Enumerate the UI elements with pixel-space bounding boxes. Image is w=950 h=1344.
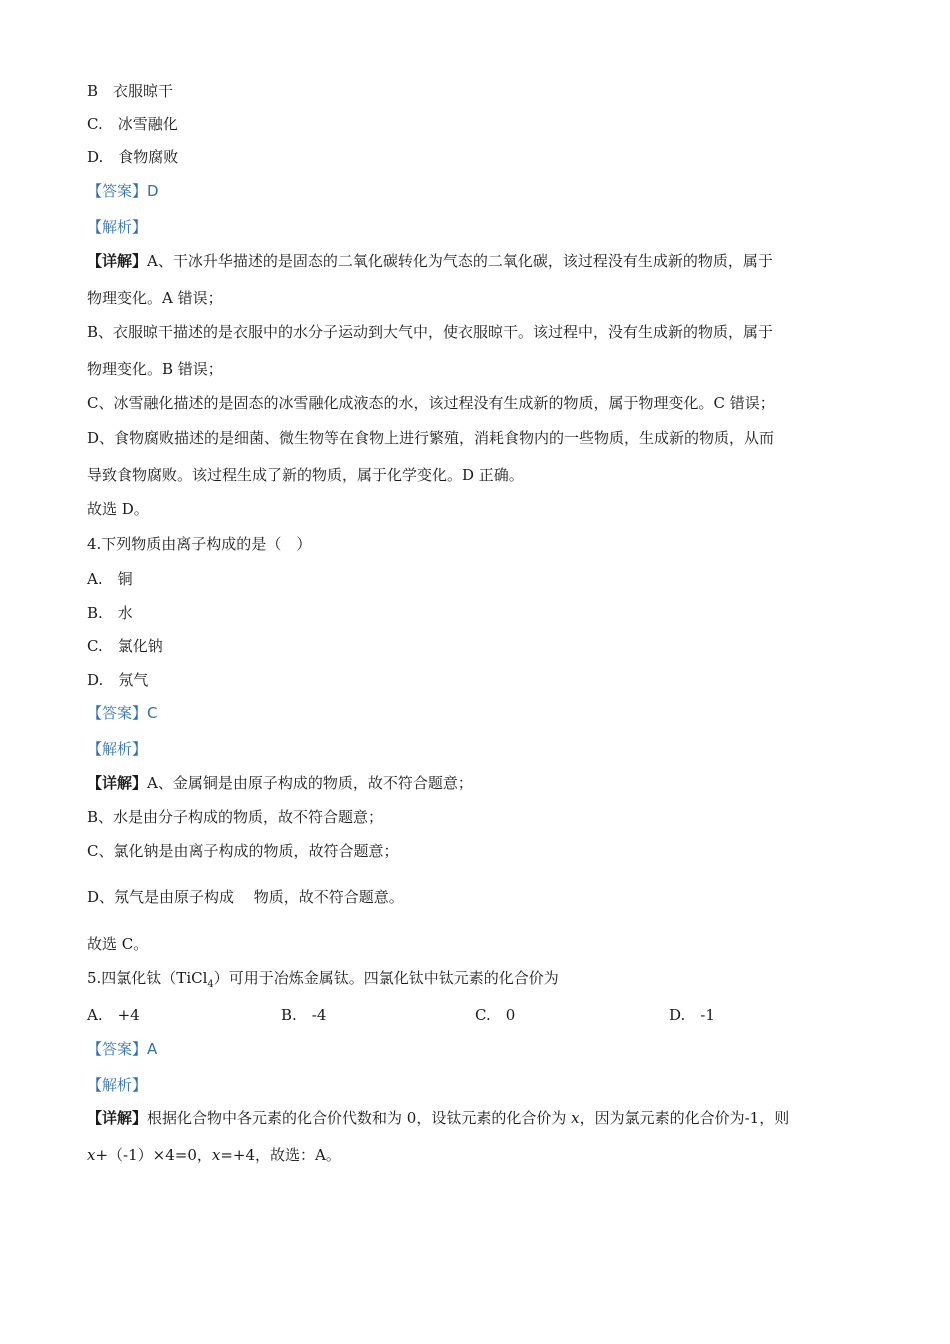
q4-detail-2: B、水是由分子构成的物质，故不符合题意； — [87, 808, 384, 826]
answer-label: 【答案】 — [87, 182, 148, 200]
q3-option-c: C. 冰雪融化 — [87, 115, 178, 133]
q4-stem: 4.下列物质由离子构成的是（ ） — [87, 535, 312, 553]
q4-detail-1: 【详解】A、金属铜是由原子构成的物质，故不符合题意； — [87, 774, 473, 792]
q3-detail-4: D、食物腐败描述的是细菌、微生物等在食物上进行繁殖，消耗食物内的一些物质，生成新的物质，从而 — [87, 429, 775, 447]
q3-conclusion: 故选 D。 — [87, 500, 149, 518]
q3-detail-1b: 物理变化。A 错误； — [87, 289, 223, 307]
q4-detail-3: C、氯化钠是由离子构成的物质，故符合题意； — [87, 842, 399, 860]
q3-option-b: B 衣服晾干 — [87, 82, 174, 100]
q4-detail-4: D、氖气是由原子构成 物质，故不符合题意。 — [87, 888, 404, 906]
q4-analysis-label: 【解析】 — [87, 740, 148, 758]
q5-detail-2: x+（-1）×4=0，x=+4，故选：A。 — [87, 1146, 341, 1164]
q3-option-d: D. 食物腐败 — [87, 148, 179, 166]
q4-option-a: A. 铜 — [87, 570, 133, 588]
q5-answer: 【答案】A — [87, 1040, 158, 1058]
q3-detail-2: B、衣服晾干描述的是衣服中的水分子运动到大气中，使衣服晾干。该过程中，没有生成新的物质，属于 — [87, 323, 774, 341]
q5-option-c: C. 0 — [475, 1006, 516, 1024]
q5-detail-1: 【详解】根据化合物中各元素的化合价代数和为 0，设钛元素的化合价为 x，因为氯元素的化合价为-1，则 — [87, 1109, 790, 1127]
q5-option-a: A. +4 — [87, 1006, 140, 1024]
q5-stem: 5.四氯化钛（TiCl$_4$）可用于冶炼金属钛。四氯化钛中钛元素的化合价为 — [87, 969, 559, 990]
q3-analysis-label: 【解析】 — [87, 218, 148, 236]
q3-detail-1: 【详解】A、干冰升华描述的是固态的二氧化碳转化为气态的二氧化碳，该过程没有生成新的物质，属于 — [87, 252, 773, 270]
q4-option-d: D. 氖气 — [87, 671, 149, 689]
q3-answer — [87, 181, 159, 201]
q4-option-c: C. 氯化钠 — [87, 637, 163, 655]
q4-answer: 【答案】C — [87, 704, 158, 722]
q4-option-b: B. 水 — [87, 604, 133, 622]
q4-conclusion: 故选 C。 — [87, 935, 149, 953]
detail-label: 【详解】 — [87, 252, 148, 270]
answer-value: D — [147, 182, 159, 200]
q5-analysis-label: 【解析】 — [87, 1076, 148, 1094]
q3-detail-2b: 物理变化。B 错误； — [87, 360, 223, 378]
q3-detail-3: C、冰雪融化描述的是固态的冰雪融化成液态的水，该过程没有生成新的物质，属于物理变化。C 错误； — [87, 394, 775, 412]
q5-option-d: D. -1 — [669, 1006, 715, 1024]
q5-option-b: B. -4 — [281, 1006, 327, 1024]
q3-detail-4b: 导致食物腐败。该过程生成了新的物质，属于化学变化。D 正确。 — [87, 466, 524, 484]
